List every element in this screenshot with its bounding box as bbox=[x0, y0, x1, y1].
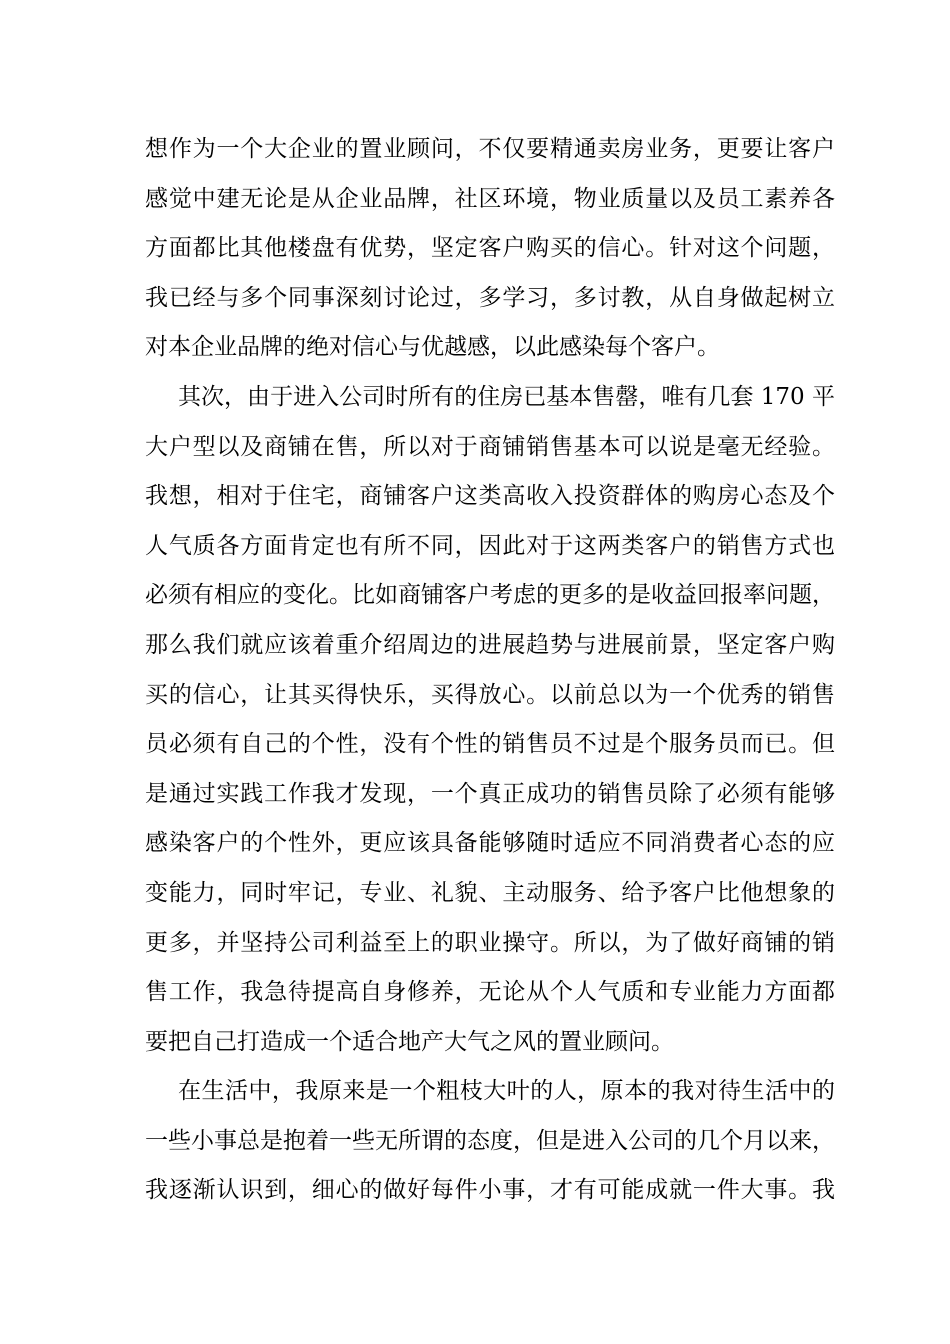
document-body bbox=[145, 125, 835, 1216]
text-line: 对本企业品牌的绝对信心与优越感，以此感染每个客户。 bbox=[145, 334, 720, 361]
text-line: 大户型以及商铺在售，所以对于商铺销售基本可以说是毫无经验。 bbox=[145, 433, 835, 460]
text-line: 那么我们就应该着重介绍周边的进展趋势与进展前景，坚定客户购 bbox=[145, 631, 835, 658]
text-line: 要把自己打造成一个适合地产大气之风的置业顾问。 bbox=[145, 1028, 674, 1055]
text-line: 我想，相对于住宅，商铺客户这类高收入投资群体的购房心态及个 bbox=[145, 483, 835, 510]
text-line: 我逐渐认识到，细心的做好每件小事，才有可能成就一件大事。我 bbox=[145, 1177, 835, 1204]
text-line: 是通过实践工作我才发现，一个真正成功的销售员除了必须有能够 bbox=[145, 780, 835, 807]
text-line: 方面都比其他楼盘有优势，坚定客户购买的信心。针对这个问题， bbox=[145, 235, 835, 262]
text-line: 想作为一个大企业的置业顾问，不仅要精通卖房业务，更要让客户 bbox=[145, 136, 835, 162]
text-line: 必须有相应的变化。比如商铺客户考虑的更多的是收益回报率问题， bbox=[145, 582, 835, 609]
text-line: 我已经与多个同事深刻讨论过，多学习，多讨教，从自身做起树立 bbox=[145, 284, 835, 311]
text-line: 变能力，同时牢记，专业、礼貌、主动服务、给予客户比他想象的 bbox=[145, 879, 835, 906]
text-line: 在生活中，我原来是一个粗枝大叶的人，原本的我对待生活中的 bbox=[178, 1078, 835, 1105]
text-line: 一些小事总是抱着一些无所谓的态度，但是进入公司的几个月以来， bbox=[145, 1127, 835, 1154]
text-line: 员必须有自己的个性，没有个性的销售员不过是个服务员而已。但 bbox=[145, 731, 835, 758]
text-line: 售工作，我急待提高自身修养，无论从个人气质和专业能力方面都 bbox=[145, 979, 835, 1006]
paragraph bbox=[145, 373, 835, 1067]
text-line: 感染客户的个性外，更应该具备能够随时适应不同消费者心态的应 bbox=[145, 830, 835, 857]
text-line: 人气质各方面肯定也有所不同，因此对于这两类客户的销售方式也 bbox=[145, 532, 835, 559]
text-line: 买的信心，让其买得快乐，买得放心。以前总以为一个优秀的销售 bbox=[145, 681, 835, 708]
text-line: 其次，由于进入公司时所有的住房已基本售罄，唯有几套 170 平 bbox=[178, 383, 835, 410]
paragraph bbox=[145, 1067, 835, 1216]
paragraph bbox=[145, 125, 835, 373]
text-line: 感觉中建无论是从企业品牌，社区环境，物业质量以及员工素养各 bbox=[145, 185, 835, 212]
text-line: 更多，并坚持公司利益至上的职业操守。所以，为了做好商铺的销 bbox=[145, 929, 835, 956]
